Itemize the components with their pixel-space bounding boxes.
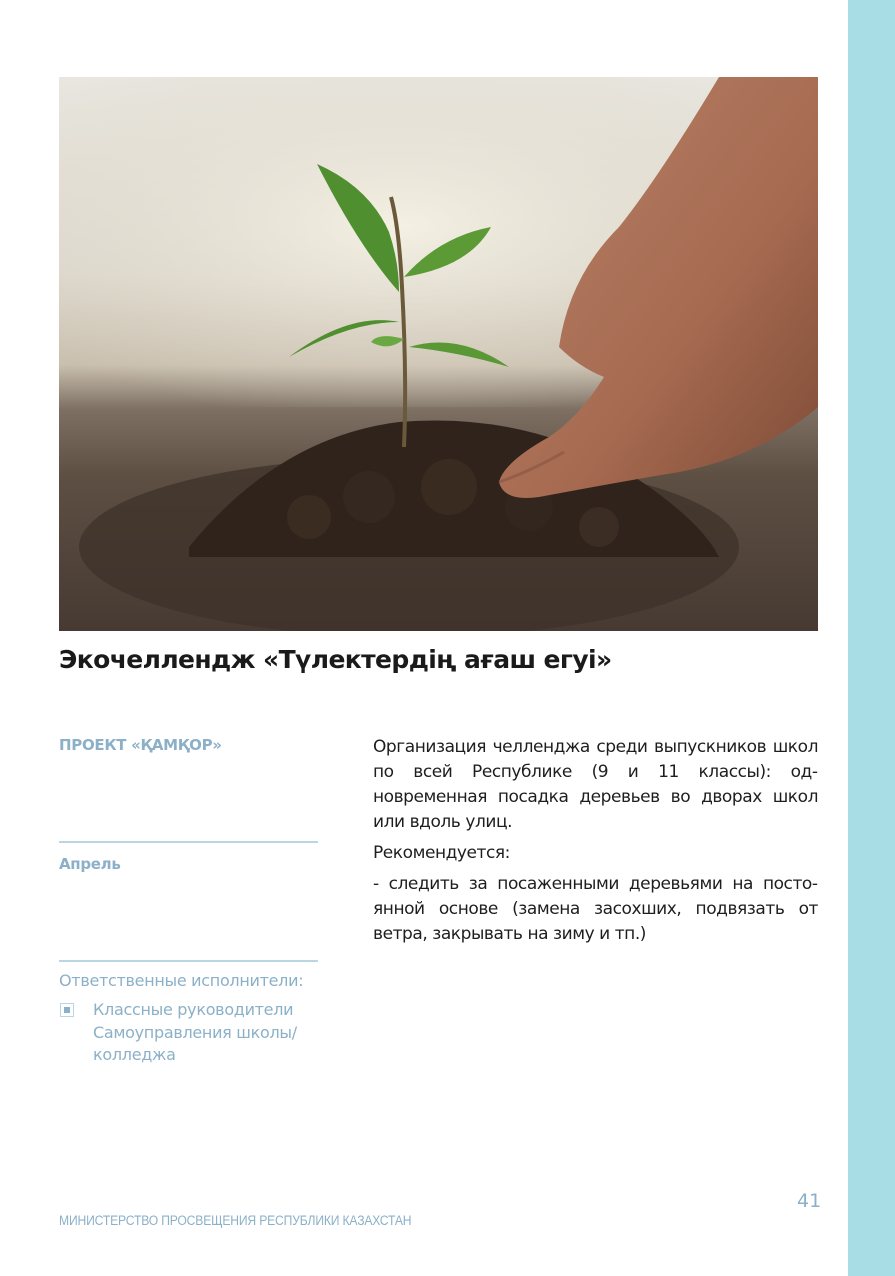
responsible-list <box>93 999 318 1067</box>
page-title: Экочеллендж «Түлектердің ағаш егуі» <box>59 645 612 674</box>
month-label: Апрель <box>59 855 121 873</box>
bullet-square-icon <box>60 1003 74 1017</box>
divider <box>59 960 318 962</box>
project-name: ПРОЕКТ «ҚАМҚОР» <box>59 736 222 754</box>
list-item: Классные руководители <box>93 1000 294 1019</box>
description <box>373 735 818 953</box>
footer-text: МИНИСТЕРСТВО ПРОСВЕЩЕНИЯ РЕСПУБЛИКИ КАЗАХСТАН <box>59 1213 412 1228</box>
list-item: колледжа <box>93 1045 176 1064</box>
page-number: 41 <box>797 1190 822 1212</box>
description-paragraph: Организация челленджа среди выпускников школ по всей Республике (9 и 11 классы): одновременная посадка деревьев во дворах школ или вдоль улиц. <box>373 737 818 832</box>
responsible-label: Ответственные исполнители: <box>59 971 304 990</box>
recommend-label: Рекомендуется: <box>373 843 510 863</box>
description-paragraph: - следить за посаженными деревьями на постоянной основе (замена засохших, подвязать от ветра, закрывать на зиму и тп.) <box>373 874 818 944</box>
divider <box>59 841 318 843</box>
list-item: Самоуправления школы/ <box>93 1022 297 1042</box>
seedling-photo <box>59 77 818 631</box>
side-color-band <box>848 0 895 1276</box>
